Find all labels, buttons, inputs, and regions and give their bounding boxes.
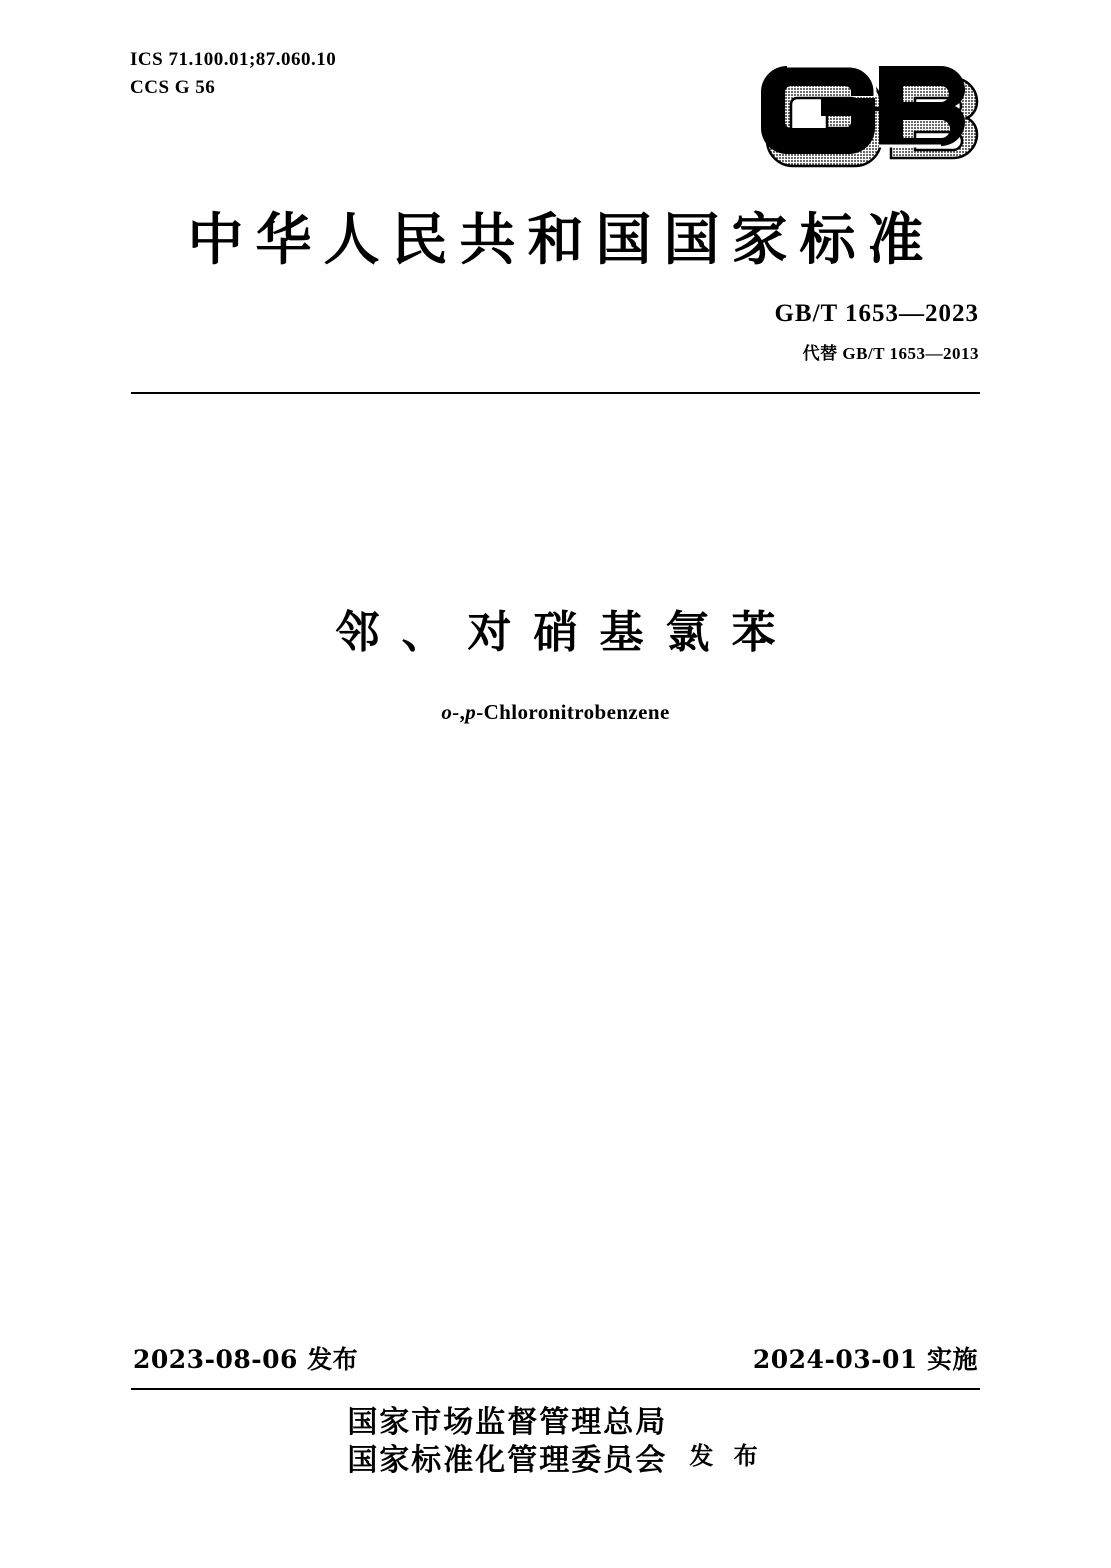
title-en-separator: , — [459, 700, 466, 724]
ccs-line — [130, 74, 336, 102]
issue-date: 2023-08-06 发布 — [133, 1345, 359, 1374]
issuer-line-2: 国家标准化管理委员会 — [347, 1443, 668, 1479]
divider-bottom — [131, 1388, 980, 1390]
ics-line — [130, 46, 336, 74]
ics-value: 71.100.01;87.060.10 — [168, 49, 337, 70]
issuer-names — [347, 1404, 667, 1481]
standard-replaces: 代替 GB/T 1653—2013 — [802, 344, 979, 363]
standard-number-block — [774, 300, 979, 364]
ccs-label: CCS — [130, 76, 170, 98]
page-title: 中华人民共和国国家标准 — [187, 207, 936, 273]
issuer-publish-label: 发 布 — [689, 1440, 764, 1470]
gb-logo-icon — [761, 52, 981, 172]
issuer-block — [0, 1404, 1111, 1481]
divider-top — [131, 392, 980, 394]
title-en-part3: -Chloronitrobenzene — [476, 700, 670, 724]
ics-label: ICS — [130, 49, 164, 70]
document-title-en — [0, 700, 1111, 725]
document-title-cn: 邻、对硝基氯苯 — [335, 607, 798, 658]
issuer-line-1: 国家市场监督管理总局 — [347, 1405, 668, 1440]
implementation-date: 2024-03-01 实施 — [752, 1345, 978, 1374]
title-en-part1: o- — [441, 700, 460, 724]
ccs-value: G 56 — [174, 76, 216, 98]
ics-ccs-block — [130, 46, 336, 101]
title-en-part2: p — [465, 700, 477, 724]
standard-number: GB/T 1653—2023 — [774, 300, 979, 327]
